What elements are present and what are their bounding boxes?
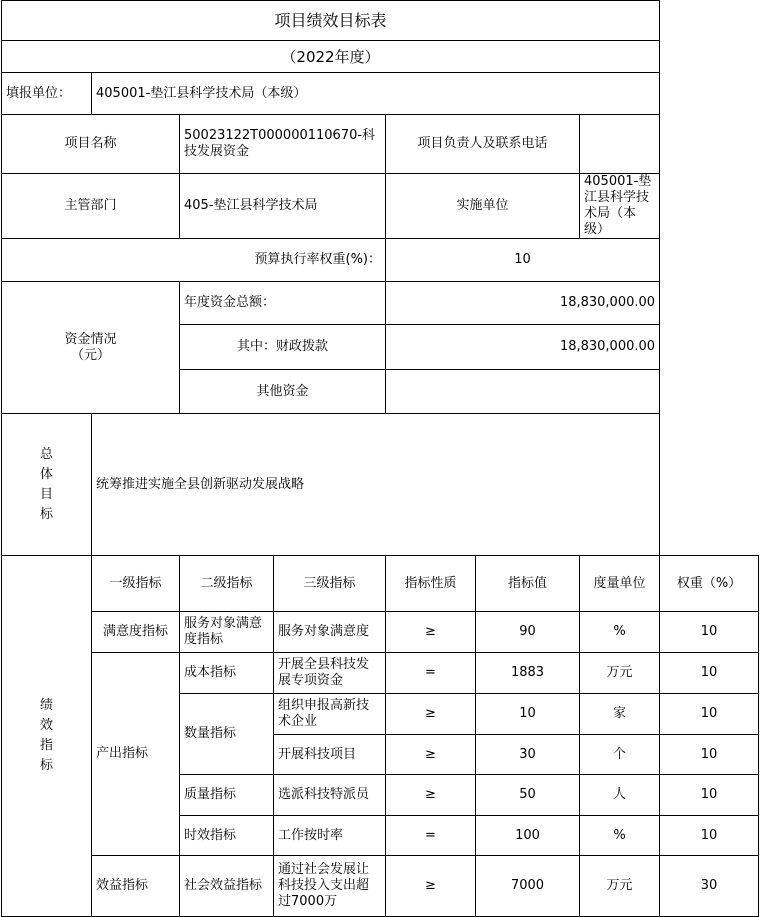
header-level1: 一级指标 <box>92 556 180 612</box>
funds-label-line2: （元） <box>70 347 110 363</box>
indicator-weight: 10 <box>660 735 759 775</box>
header-nature: 指标性质 <box>386 556 476 612</box>
indicator-weight: 30 <box>660 856 759 917</box>
indicator-unit: 万元 <box>580 856 660 917</box>
indicator-name: 工作按时率 <box>274 816 386 856</box>
indicator-value: 7000 <box>476 856 580 917</box>
indicator-name: 服务对象满意度 <box>274 612 386 653</box>
level1-output: 产出指标 <box>92 653 180 856</box>
budget-weight-label: 预算执行率权重(%)： <box>2 239 386 282</box>
indicator-value: 100 <box>476 816 580 856</box>
implementing-unit-label: 实施单位 <box>386 174 580 239</box>
indicator-unit: % <box>580 816 660 856</box>
indicator-weight: 10 <box>660 694 759 735</box>
indicator-weight: 10 <box>660 653 759 694</box>
indicator-value: 30 <box>476 735 580 775</box>
level2-social-benefit: 社会效益指标 <box>180 856 274 917</box>
funds-total-label: 年度资金总额： <box>180 282 386 325</box>
indicator-weight: 10 <box>660 612 759 653</box>
level2-service-satisfaction: 服务对象满意度指标 <box>180 612 274 653</box>
funds-label-line1: 资金情况 <box>64 331 117 347</box>
header-value: 指标值 <box>476 556 580 612</box>
indicators-char: 标 <box>39 758 53 773</box>
indicator-unit: 家 <box>580 694 660 735</box>
indicator-name: 开展科技项目 <box>274 735 386 775</box>
indicators-char: 效 <box>39 718 53 733</box>
form-year: （2022年度） <box>2 41 660 73</box>
budget-weight-value: 10 <box>386 239 660 282</box>
level2-quality: 质量指标 <box>180 775 274 816</box>
indicator-weight: 10 <box>660 775 759 816</box>
indicator-nature: = <box>386 653 476 694</box>
level1-satisfaction: 满意度指标 <box>92 612 180 653</box>
funds-other-value <box>386 370 660 414</box>
funds-fiscal-value: 18,830,000.00 <box>386 325 660 370</box>
implementing-unit-value: 405001-垫江县科学技术局（本级） <box>580 174 660 239</box>
indicator-nature: ≥ <box>386 612 476 653</box>
header-level2: 二级指标 <box>180 556 274 612</box>
indicator-nature: ≥ <box>386 694 476 735</box>
indicator-unit: 万元 <box>580 653 660 694</box>
indicator-nature: ≥ <box>386 775 476 816</box>
indicators-char: 绩 <box>39 698 53 713</box>
header-weight: 权重（%） <box>660 556 759 612</box>
indicator-nature: ≥ <box>386 856 476 917</box>
level2-cost: 成本指标 <box>180 653 274 694</box>
funds-other-label: 其他资金 <box>180 370 386 414</box>
overall-goal-label <box>2 414 92 556</box>
indicator-unit: 人 <box>580 775 660 816</box>
indicator-value: 10 <box>476 694 580 735</box>
level2-quantity: 数量指标 <box>180 694 274 775</box>
indicator-weight: 10 <box>660 816 759 856</box>
indicator-name: 组织申报高新技术企业 <box>274 694 386 735</box>
funds-label <box>2 282 180 414</box>
indicator-value: 50 <box>476 775 580 816</box>
indicator-nature: = <box>386 816 476 856</box>
reporting-unit-value: 405001-垫江县科学技术局（本级） <box>92 73 660 115</box>
indicator-value: 90 <box>476 612 580 653</box>
funds-total-value: 18,830,000.00 <box>386 282 660 325</box>
level2-timeliness: 时效指标 <box>180 816 274 856</box>
indicator-value: 1883 <box>476 653 580 694</box>
overall-goal-text: 统筹推进实施全县创新驱动发展战略 <box>92 414 660 556</box>
overall-goal-char: 标 <box>39 506 53 522</box>
reporting-unit-label: 填报单位： <box>2 73 92 115</box>
performance-goal-table <box>1 0 759 917</box>
project-contact-value <box>580 115 660 174</box>
overall-goal-char: 体 <box>39 466 53 482</box>
indicator-name: 开展全县科技发展专项资金 <box>274 653 386 694</box>
project-contact-label: 项目负责人及联系电话 <box>386 115 580 174</box>
indicators-char: 指 <box>39 738 53 753</box>
level1-benefit: 效益指标 <box>92 856 180 917</box>
department-value: 405-垫江县科学技术局 <box>180 174 386 239</box>
header-unit: 度量单位 <box>580 556 660 612</box>
indicator-unit: 个 <box>580 735 660 775</box>
form-title: 项目绩效目标表 <box>2 1 660 41</box>
indicator-unit: % <box>580 612 660 653</box>
funds-fiscal-label: 其中：财政拨款 <box>180 325 386 370</box>
header-level3: 三级指标 <box>274 556 386 612</box>
project-name-value: 50023122T000000110670-科技发展资金 <box>180 115 386 174</box>
department-label: 主管部门 <box>2 174 180 239</box>
indicator-nature: ≥ <box>386 735 476 775</box>
project-name-label: 项目名称 <box>2 115 180 174</box>
indicator-name: 通过社会发展让科技投入支出超过7000万 <box>274 856 386 917</box>
overall-goal-char: 总 <box>39 446 53 462</box>
indicator-name: 选派科技特派员 <box>274 775 386 816</box>
indicators-label <box>2 556 92 917</box>
overall-goal-char: 目 <box>39 486 53 502</box>
